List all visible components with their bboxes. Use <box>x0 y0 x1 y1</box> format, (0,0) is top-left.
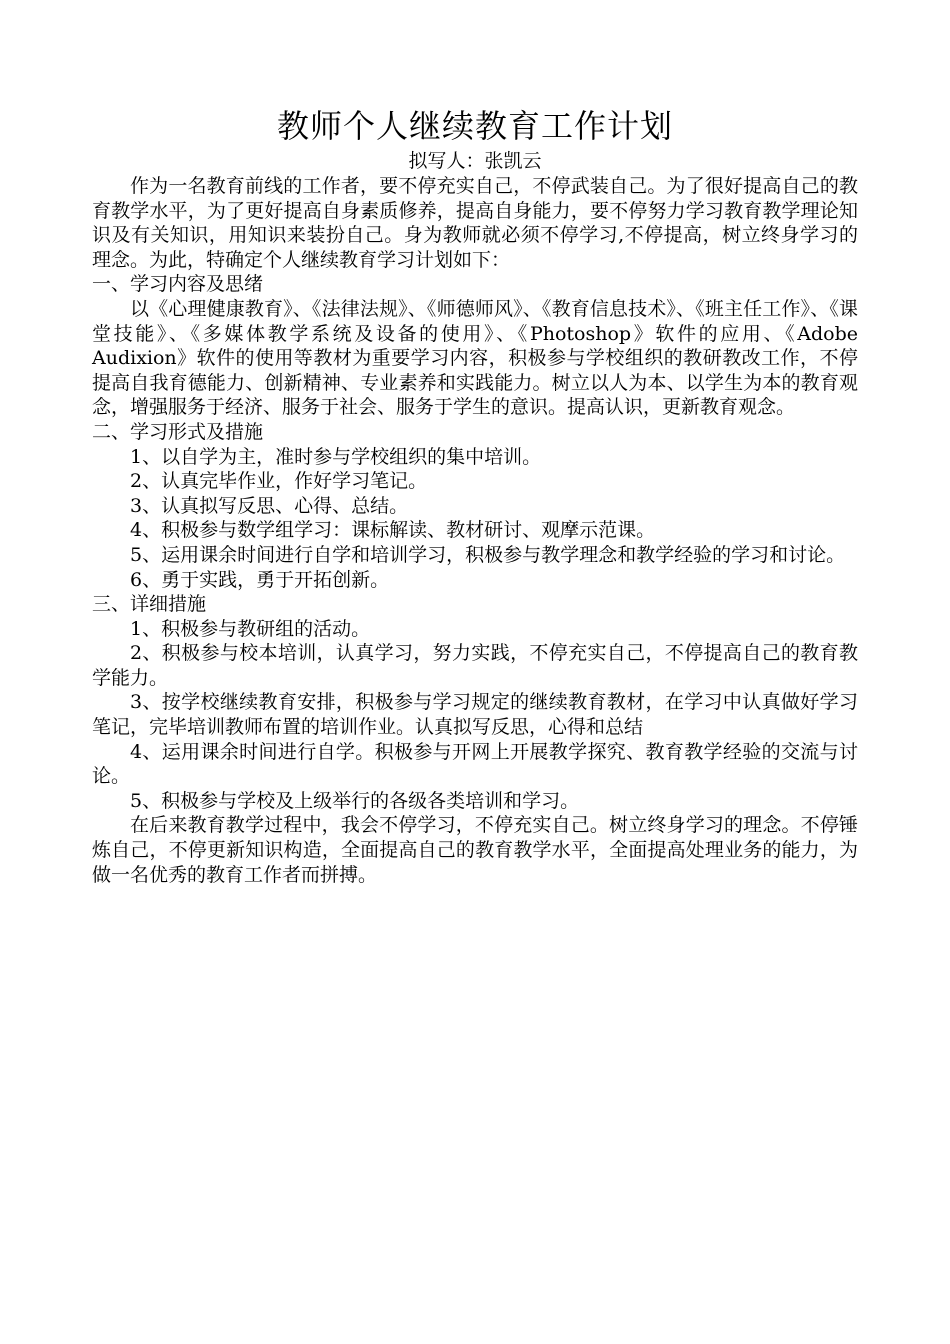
section-2-item: 6、勇于实践，勇于开拓创新。 <box>130 568 390 591</box>
section-2-item: 1、以自学为主，准时参与学校组织的集中培训。 <box>130 445 542 468</box>
section-2-item: 3、认真拟写反思、心得、总结。 <box>130 494 409 517</box>
document-title: 教师个人继续教育工作计划 <box>276 107 673 145</box>
section-3-item: 5、积极参与学校及上级举行的各级各类培训和学习。 <box>130 789 580 812</box>
section-2-item: 2、认真完毕作业，作好学习笔记。 <box>130 470 428 493</box>
section-2-item: 5、运用课余时间进行自学和培训学习，积极参与教学理念和教学经验的学习和讨论。 <box>130 543 846 566</box>
intro-paragraph: 作为一名教育前线的工作者，要不停充实自己，不停武装自己。为了很好提高自己的教育教学水平，为了更好提高自身素质修养，提高自身能力，要不停努力学习教育教学理论知识及有关知识，用知识来装扮自己。身为教师就必须不停学习,不停提高，树立终身学习的理念。为此，特确定个人继续教育学习计划如下： <box>92 175 858 271</box>
section-1-body: 以《心理健康教育》、《法律法规》、《师德师风》、《教育信息技术》、《班主任工作》、《课堂技能》、《多媒体教学系统及设备的使用》、《Photoshop》软件的应用、《Adobe Audixion》软件的使用等教材为重要学习内容，积极参与学校组织的教研教改工作，不停提高自我育德能力、创新精神、专业素养和实践能力。树立以人为本、以学生为本的教育观念，增强服务于经济、服务于社会、服务于学生的意识。提高认识，更新教育观念。 <box>92 297 858 419</box>
document-author: 拟写人：张凯云 <box>408 150 542 172</box>
conclusion-paragraph: 在后来教育教学过程中，我会不停学习，不停充实自己。树立终身学习的理念。不停锤炼自己，不停更新知识构造，全面提高自己的教育教学水平，全面提高处理业务的能力，为做一名优秀的教育工作者而拼搏。 <box>92 814 858 886</box>
section-3-item: 2、积极参与校本培训，认真学习，努力实践，不停充实自己，不停提高自己的教育教学能力。 <box>92 642 858 689</box>
section-3-item: 3、按学校继续教育安排，积极参与学习规定的继续教育教材，在学习中认真做好学习笔记，完毕培训教师布置的培训作业。认真拟写反思，心得和总结 <box>92 691 858 739</box>
section-2-item: 4、积极参与数学组学习：课标解读、教材研讨、观摩示范课。 <box>130 519 656 542</box>
section-1-heading: 一、学习内容及思绪 <box>92 273 264 296</box>
document-page <box>92 104 858 887</box>
section-3-item: 4、运用课余时间进行自学。积极参与开网上开展教学探究、教育教学经验的交流与讨论。 <box>92 740 858 788</box>
section-2-heading: 二、学习形式及措施 <box>92 420 264 443</box>
section-3-heading: 三、详细措施 <box>92 593 207 616</box>
section-3-item: 1、积极参与教研组的活动。 <box>130 617 371 640</box>
